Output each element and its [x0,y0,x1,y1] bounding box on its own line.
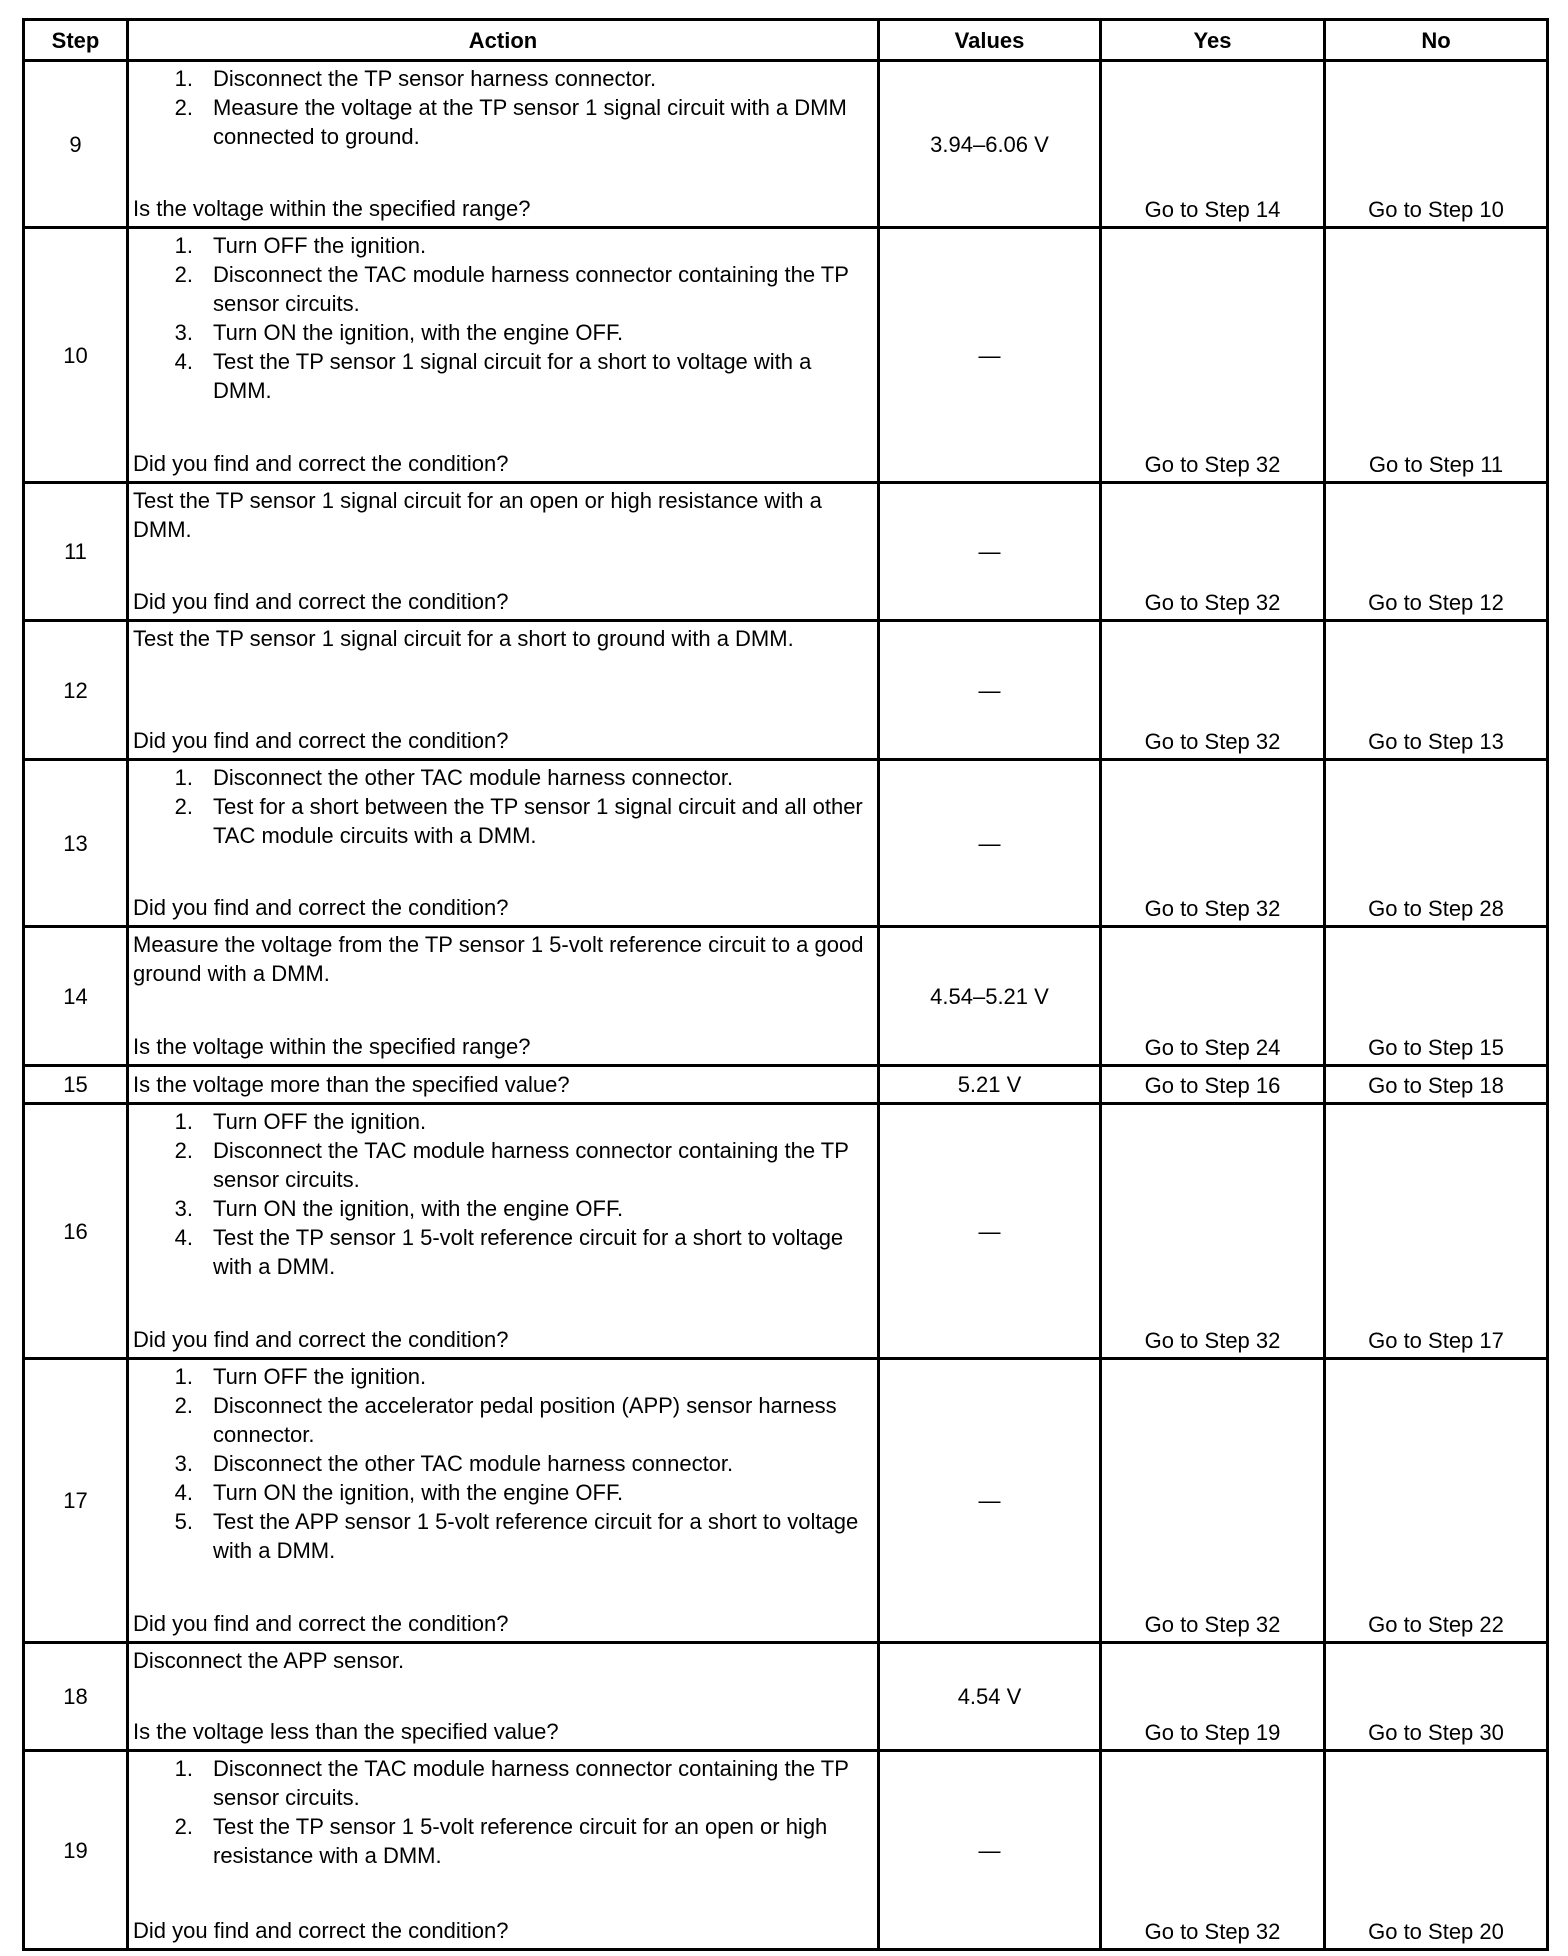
action-cell [128,483,879,621]
item-number: 3. [174,1451,193,1476]
action-cell [128,621,879,760]
table-row [24,483,1548,621]
item-number: 4. [174,349,193,374]
yes-link[interactable]: Go to Step 24 [1101,927,1325,1066]
action-cell [128,1359,879,1643]
action-question: Is the voltage within the specified range? [133,1034,531,1059]
action-cell [128,1104,879,1359]
header-row [24,20,1548,61]
action-step-item [133,64,873,93]
item-text: Turn ON the ignition, with the engine OFF. [213,1196,624,1221]
no-link[interactable]: Go to Step 18 [1325,1066,1548,1104]
item-text: Test the TP sensor 1 signal circuit for a short to voltage with a DMM. [213,349,812,403]
action-list [133,231,873,405]
item-number: 4. [174,1480,193,1505]
header-yes: Yes [1101,20,1325,61]
value-cell: — [879,621,1101,760]
item-text: Test the APP sensor 1 5-volt reference circuit for a short to voltage with a DMM. [213,1509,859,1563]
step-number: 11 [24,483,128,621]
action-step-item [133,347,873,405]
item-text: Disconnect the TAC module harness connector containing the TP sensor circuits. [213,1138,849,1192]
header-action: Action [128,20,879,61]
table-row [24,621,1548,760]
action-cell [128,927,879,1066]
item-number: 4. [174,1225,193,1250]
action-text: Disconnect the APP sensor. [133,1648,405,1673]
item-number: 1. [174,1756,193,1781]
action-list [133,763,873,850]
item-text: Measure the voltage at the TP sensor 1 signal circuit with a DMM connected to ground. [213,95,847,149]
item-number: 2. [174,262,193,287]
action-question: Is the voltage within the specified range? [133,196,531,221]
table-row [24,61,1548,228]
action-step-item [133,1754,873,1812]
item-text: Test for a short between the TP sensor 1 signal circuit and all other TAC module circuits with a DMM. [213,794,863,848]
item-text: Disconnect the other TAC module harness connector. [213,765,734,790]
item-text: Disconnect the accelerator pedal position (APP) sensor harness connector. [213,1393,837,1447]
item-text: Test the TP sensor 1 5-volt reference circuit for a short to voltage with a DMM. [213,1225,844,1279]
action-question: Did you find and correct the condition? [133,451,509,476]
item-text: Test the TP sensor 1 5-volt reference circuit for an open or high resistance with a DMM. [213,1814,828,1868]
item-text: Disconnect the TAC module harness connector containing the TP sensor circuits. [213,262,849,316]
step-number: 19 [24,1751,128,1950]
item-number: 1. [174,1109,193,1134]
value-cell: — [879,228,1101,483]
header-step: Step [24,20,128,61]
action-step-item [133,93,873,151]
step-number: 18 [24,1643,128,1751]
action-cell [128,228,879,483]
item-number: 2. [174,95,193,120]
action-text: Test the TP sensor 1 signal circuit for a short to ground with a DMM. [133,626,794,651]
value-cell: — [879,483,1101,621]
action-question: Is the voltage less than the specified value? [133,1719,559,1744]
diagnostic-table [22,18,1549,1951]
action-step-item [133,260,873,318]
step-number: 10 [24,228,128,483]
item-number: 3. [174,1196,193,1221]
table-row [24,760,1548,927]
action-step-item [133,763,873,792]
action-question: Did you find and correct the condition? [133,728,509,753]
step-number: 13 [24,760,128,927]
action-list [133,1107,873,1281]
yes-link[interactable]: Go to Step 32 [1101,483,1325,621]
item-number: 2. [174,1393,193,1418]
header-no: No [1325,20,1548,61]
item-text: Turn ON the ignition, with the engine OFF. [213,1480,624,1505]
no-link[interactable]: Go to Step 10 [1325,61,1548,228]
action-step-item [133,1812,873,1870]
value-cell: 3.94–6.06 V [879,61,1101,228]
action-step-item [133,1107,873,1136]
action-question: Is the voltage more than the specified value? [133,1072,570,1097]
table-row [24,1104,1548,1359]
action-list [133,64,873,151]
item-text: Turn ON the ignition, with the engine OFF. [213,320,624,345]
no-link[interactable]: Go to Step 15 [1325,927,1548,1066]
value-cell: — [879,1104,1101,1359]
item-text: Turn OFF the ignition. [213,1109,427,1134]
header-values: Values [879,20,1101,61]
item-number: 1. [174,66,193,91]
action-list [133,1754,873,1870]
no-link[interactable]: Go to Step 17 [1325,1104,1548,1359]
no-link[interactable]: Go to Step 30 [1325,1643,1548,1751]
action-step-item [133,318,873,347]
step-number: 15 [24,1066,128,1104]
item-number: 5. [174,1509,193,1534]
no-link[interactable]: Go to Step 28 [1325,760,1548,927]
yes-link[interactable]: Go to Step 32 [1101,621,1325,760]
table-row [24,1359,1548,1643]
action-text: Test the TP sensor 1 signal circuit for an open or high resistance with a DMM. [133,488,822,542]
item-number: 3. [174,320,193,345]
action-question: Did you find and correct the condition? [133,1918,509,1943]
item-text: Turn OFF the ignition. [213,1364,427,1389]
step-number: 16 [24,1104,128,1359]
item-text: Disconnect the TAC module harness connector containing the TP sensor circuits. [213,1756,849,1810]
action-step-item [133,1507,873,1565]
action-list [133,1362,873,1565]
no-link[interactable]: Go to Step 12 [1325,483,1548,621]
no-link[interactable]: Go to Step 11 [1325,228,1548,483]
item-text: Disconnect the other TAC module harness connector. [213,1451,734,1476]
action-step-item [133,1449,873,1478]
no-link[interactable]: Go to Step 20 [1325,1751,1548,1950]
value-cell: 4.54–5.21 V [879,927,1101,1066]
action-step-item [133,1223,873,1281]
table-row [24,1751,1548,1950]
table-row [24,1643,1548,1751]
value-cell: — [879,760,1101,927]
table-row [24,1066,1548,1104]
action-question: Did you find and correct the condition? [133,895,509,920]
action-question: Did you find and correct the condition? [133,589,509,614]
item-text: Turn OFF the ignition. [213,233,427,258]
yes-link[interactable]: Go to Step 14 [1101,61,1325,228]
step-number: 12 [24,621,128,760]
action-step-item [133,1391,873,1449]
action-step-item [133,1362,873,1391]
no-link[interactable]: Go to Step 13 [1325,621,1548,760]
no-link[interactable]: Go to Step 22 [1325,1359,1548,1643]
table-row [24,228,1548,483]
action-cell [128,1643,879,1751]
item-number: 2. [174,1138,193,1163]
action-question: Did you find and correct the condition? [133,1611,509,1636]
table-row [24,927,1548,1066]
step-number: 9 [24,61,128,228]
action-step-item [133,1478,873,1507]
action-step-item [133,792,873,850]
action-cell [128,1751,879,1950]
item-number: 1. [174,233,193,258]
action-cell [128,760,879,927]
yes-link[interactable]: Go to Step 32 [1101,228,1325,483]
value-cell: — [879,1751,1101,1950]
yes-link[interactable]: Go to Step 19 [1101,1643,1325,1751]
value-cell: — [879,1359,1101,1643]
yes-link[interactable]: Go to Step 32 [1101,1359,1325,1643]
action-question: Did you find and correct the condition? [133,1327,509,1352]
step-number: 14 [24,927,128,1066]
action-cell [128,1066,879,1104]
yes-link[interactable]: Go to Step 32 [1101,760,1325,927]
value-cell: 5.21 V [879,1066,1101,1104]
item-number: 2. [174,794,193,819]
action-step-item [133,231,873,260]
value-cell: 4.54 V [879,1643,1101,1751]
yes-link[interactable]: Go to Step 16 [1101,1066,1325,1104]
item-number: 2. [174,1814,193,1839]
item-number: 1. [174,765,193,790]
item-text: Disconnect the TP sensor harness connector. [213,66,657,91]
yes-link[interactable]: Go to Step 32 [1101,1751,1325,1950]
yes-link[interactable]: Go to Step 32 [1101,1104,1325,1359]
action-text: Measure the voltage from the TP sensor 1 5-volt reference circuit to a good ground with a DMM. [133,932,864,986]
action-step-item [133,1136,873,1194]
action-cell [128,61,879,228]
step-number: 17 [24,1359,128,1643]
item-number: 1. [174,1364,193,1389]
action-step-item [133,1194,873,1223]
